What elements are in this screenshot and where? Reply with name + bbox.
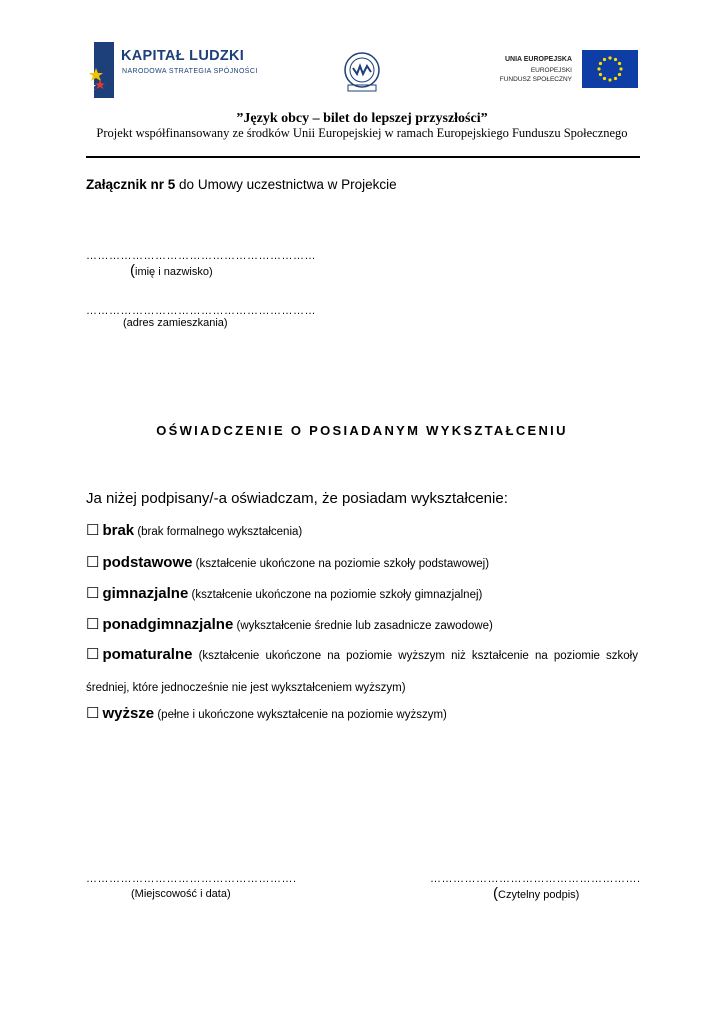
option-brak bbox=[86, 521, 302, 539]
school-emblem-icon bbox=[333, 50, 391, 94]
name-caption-text: imię i nazwisko) bbox=[135, 266, 213, 278]
checkbox[interactable]: ☐ bbox=[86, 585, 100, 602]
eu-star-icon bbox=[603, 77, 606, 80]
signature-caption-text: Czytelny podpis) bbox=[498, 889, 580, 901]
eu-star-icon bbox=[618, 73, 621, 76]
kapital-ludzki-subtitle: NARODOWA STRATEGIA SPÓJNOŚCI bbox=[122, 68, 258, 75]
eu-logo-line1: UNIA EUROPEJSKA bbox=[504, 56, 572, 63]
checkbox[interactable]: ☐ bbox=[86, 646, 100, 663]
eu-star-icon bbox=[608, 78, 611, 81]
address-field-caption: (adres zamieszkania) bbox=[123, 317, 228, 329]
kapital-ludzki-logo bbox=[88, 42, 268, 98]
declaration-heading: OŚWIADCZENIE O POSIADANYM WYKSZTAŁCENIU bbox=[156, 423, 568, 438]
header-divider bbox=[86, 156, 640, 158]
option-wyzsze bbox=[86, 704, 447, 722]
option-desc: (kształcenie ukończone na poziomie szkoły gimnazjalnej) bbox=[188, 589, 483, 601]
option-label: gimnazjalne bbox=[102, 585, 189, 602]
eu-logo-line3: FUNDUSZ SPOŁECZNY bbox=[499, 76, 572, 83]
declaration-intro: Ja niżej podpisany/-a oświadczam, że posiadam wykształcenie: bbox=[86, 490, 508, 507]
option-ponadgimnazjalne bbox=[86, 615, 493, 633]
eu-logo-line2: EUROPEJSKI bbox=[530, 67, 572, 74]
attachment-line bbox=[86, 177, 397, 192]
signature-caption bbox=[493, 885, 579, 902]
place-date-caption: (Miejscowość i data) bbox=[131, 888, 231, 900]
eu-star-icon bbox=[599, 73, 602, 76]
eu-star-icon bbox=[608, 56, 611, 59]
option-desc: (kształcenie ukończone na poziomie wyższym niż kształcenie na poziomie szkoły średniej, które jednocześnie nie jest wykształceniem wyższym) bbox=[86, 650, 638, 694]
project-title: ”Język obcy – bilet do lepszej przyszłości” bbox=[236, 111, 488, 126]
eu-star-icon bbox=[619, 67, 622, 70]
name-field-caption bbox=[130, 262, 213, 279]
checkbox[interactable]: ☐ bbox=[86, 705, 100, 722]
signature-dots: ………………………………………………. bbox=[430, 873, 641, 885]
option-pomaturalne bbox=[86, 639, 638, 704]
eu-star-icon bbox=[599, 62, 602, 65]
option-label: pomaturalne bbox=[102, 646, 193, 663]
option-label: wyższe bbox=[102, 705, 155, 722]
attachment-label: Załącznik nr 5 bbox=[86, 177, 176, 192]
checkbox[interactable]: ☐ bbox=[86, 522, 100, 539]
kapital-ludzki-emblem-icon bbox=[88, 42, 122, 98]
option-podstawowe bbox=[86, 553, 489, 571]
option-label: brak bbox=[102, 522, 135, 539]
name-field-dots: …………………………………………………… bbox=[86, 250, 316, 262]
place-date-dots: ………………………………………………. bbox=[86, 873, 297, 885]
school-logo bbox=[333, 50, 391, 94]
attachment-text: do Umowy uczestnictwa w Projekcie bbox=[175, 177, 397, 192]
project-subtitle: Projekt współfinansowany ze środków Unii Europejskiej w ramach Europejskiego Funduszu Społecznego bbox=[96, 126, 628, 140]
address-field-dots: …………………………………………………… bbox=[86, 305, 316, 317]
eu-logo bbox=[492, 50, 638, 92]
option-gimnazjalne bbox=[86, 584, 482, 602]
option-desc: (pełne i ukończone wykształcenie na poziomie wyższym) bbox=[154, 709, 447, 721]
eu-star-icon bbox=[597, 67, 600, 70]
eu-flag-icon bbox=[582, 50, 638, 88]
eu-star-icon bbox=[614, 77, 617, 80]
option-desc: (kształcenie ukończone na poziomie szkoły podstawowej) bbox=[192, 558, 490, 570]
eu-star-icon bbox=[618, 62, 621, 65]
option-label: podstawowe bbox=[102, 554, 193, 571]
name-caption-paren: ( bbox=[130, 262, 135, 279]
option-desc: (wykształcenie średnie lub zasadnicze zawodowe) bbox=[233, 620, 493, 632]
eu-star-icon bbox=[614, 58, 617, 61]
option-label: ponadgimnazjalne bbox=[102, 616, 234, 633]
signature-caption-paren: ( bbox=[493, 885, 498, 902]
checkbox[interactable]: ☐ bbox=[86, 616, 100, 633]
eu-star-icon bbox=[603, 58, 606, 61]
checkbox[interactable]: ☐ bbox=[86, 554, 100, 571]
kapital-ludzki-title: KAPITAŁ LUDZKI bbox=[121, 48, 245, 64]
option-desc: (brak formalnego wykształcenia) bbox=[134, 526, 303, 538]
